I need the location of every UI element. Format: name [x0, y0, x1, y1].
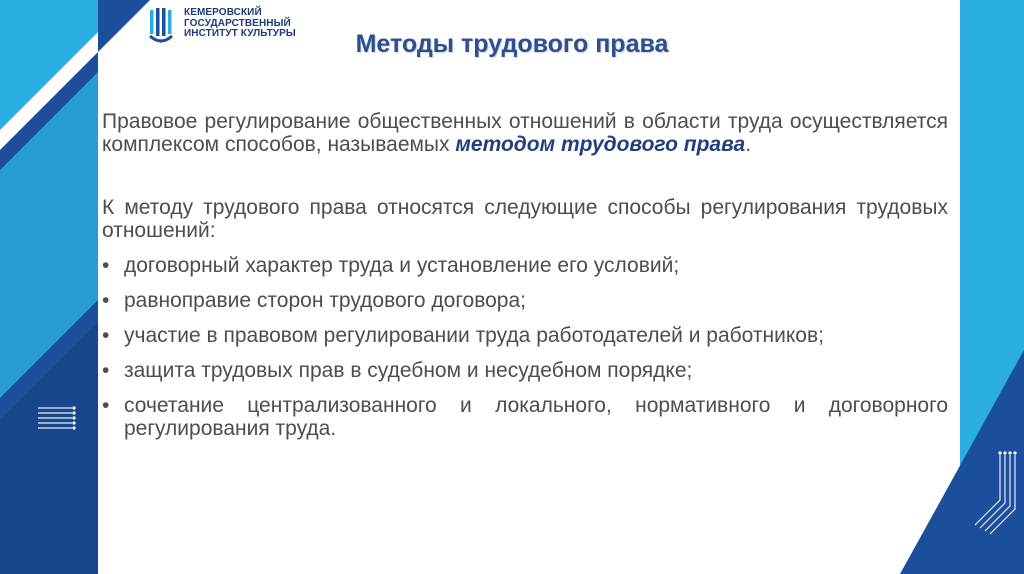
- bullet-icon: •: [102, 359, 110, 382]
- list-item: [102, 289, 948, 312]
- bullet-icon: •: [102, 289, 110, 312]
- logo-line-2: ГОСУДАРСТВЕННЫЙ: [184, 17, 291, 29]
- intro-paragraph: [102, 110, 948, 156]
- methods-list: [102, 254, 948, 440]
- list-item-text: участие в правовом регулировании труда работодателей и работников;: [124, 324, 824, 347]
- list-item: [102, 394, 948, 440]
- methods-paragraph: К методу трудового права относятся следующие способы регулирования трудовых отношений:: [102, 196, 948, 242]
- intro-text: Правовое регулирование общественных отношений в области труда осуществляется комплексом способов, называемых: [102, 110, 948, 156]
- intro-end: .: [745, 133, 752, 156]
- list-item: [102, 324, 948, 347]
- slide-content: [102, 110, 948, 452]
- logo-line-3: ИНСТИТУТ КУЛЬТУРЫ: [184, 28, 296, 39]
- list-item-text: договорный характер труда и установление его условий;: [124, 254, 680, 277]
- list-item-text: сочетание централизованного и локального, нормативного и договорного регулирования труда.: [124, 394, 948, 440]
- bullet-icon: •: [102, 394, 110, 417]
- list-item: [102, 359, 948, 382]
- key-term: методом трудового права: [455, 133, 746, 156]
- list-item: [102, 254, 948, 277]
- logo-line-1: КЕМЕРОВСКИЙ: [184, 7, 262, 18]
- bullet-icon: •: [102, 254, 110, 277]
- bullet-icon: •: [102, 324, 110, 347]
- list-item-text: защита трудовых прав в судебном и несудебном порядке;: [124, 359, 693, 382]
- slide-title: Методы трудового права: [355, 30, 669, 58]
- list-item-text: равноправие сторон трудового договора;: [124, 289, 526, 312]
